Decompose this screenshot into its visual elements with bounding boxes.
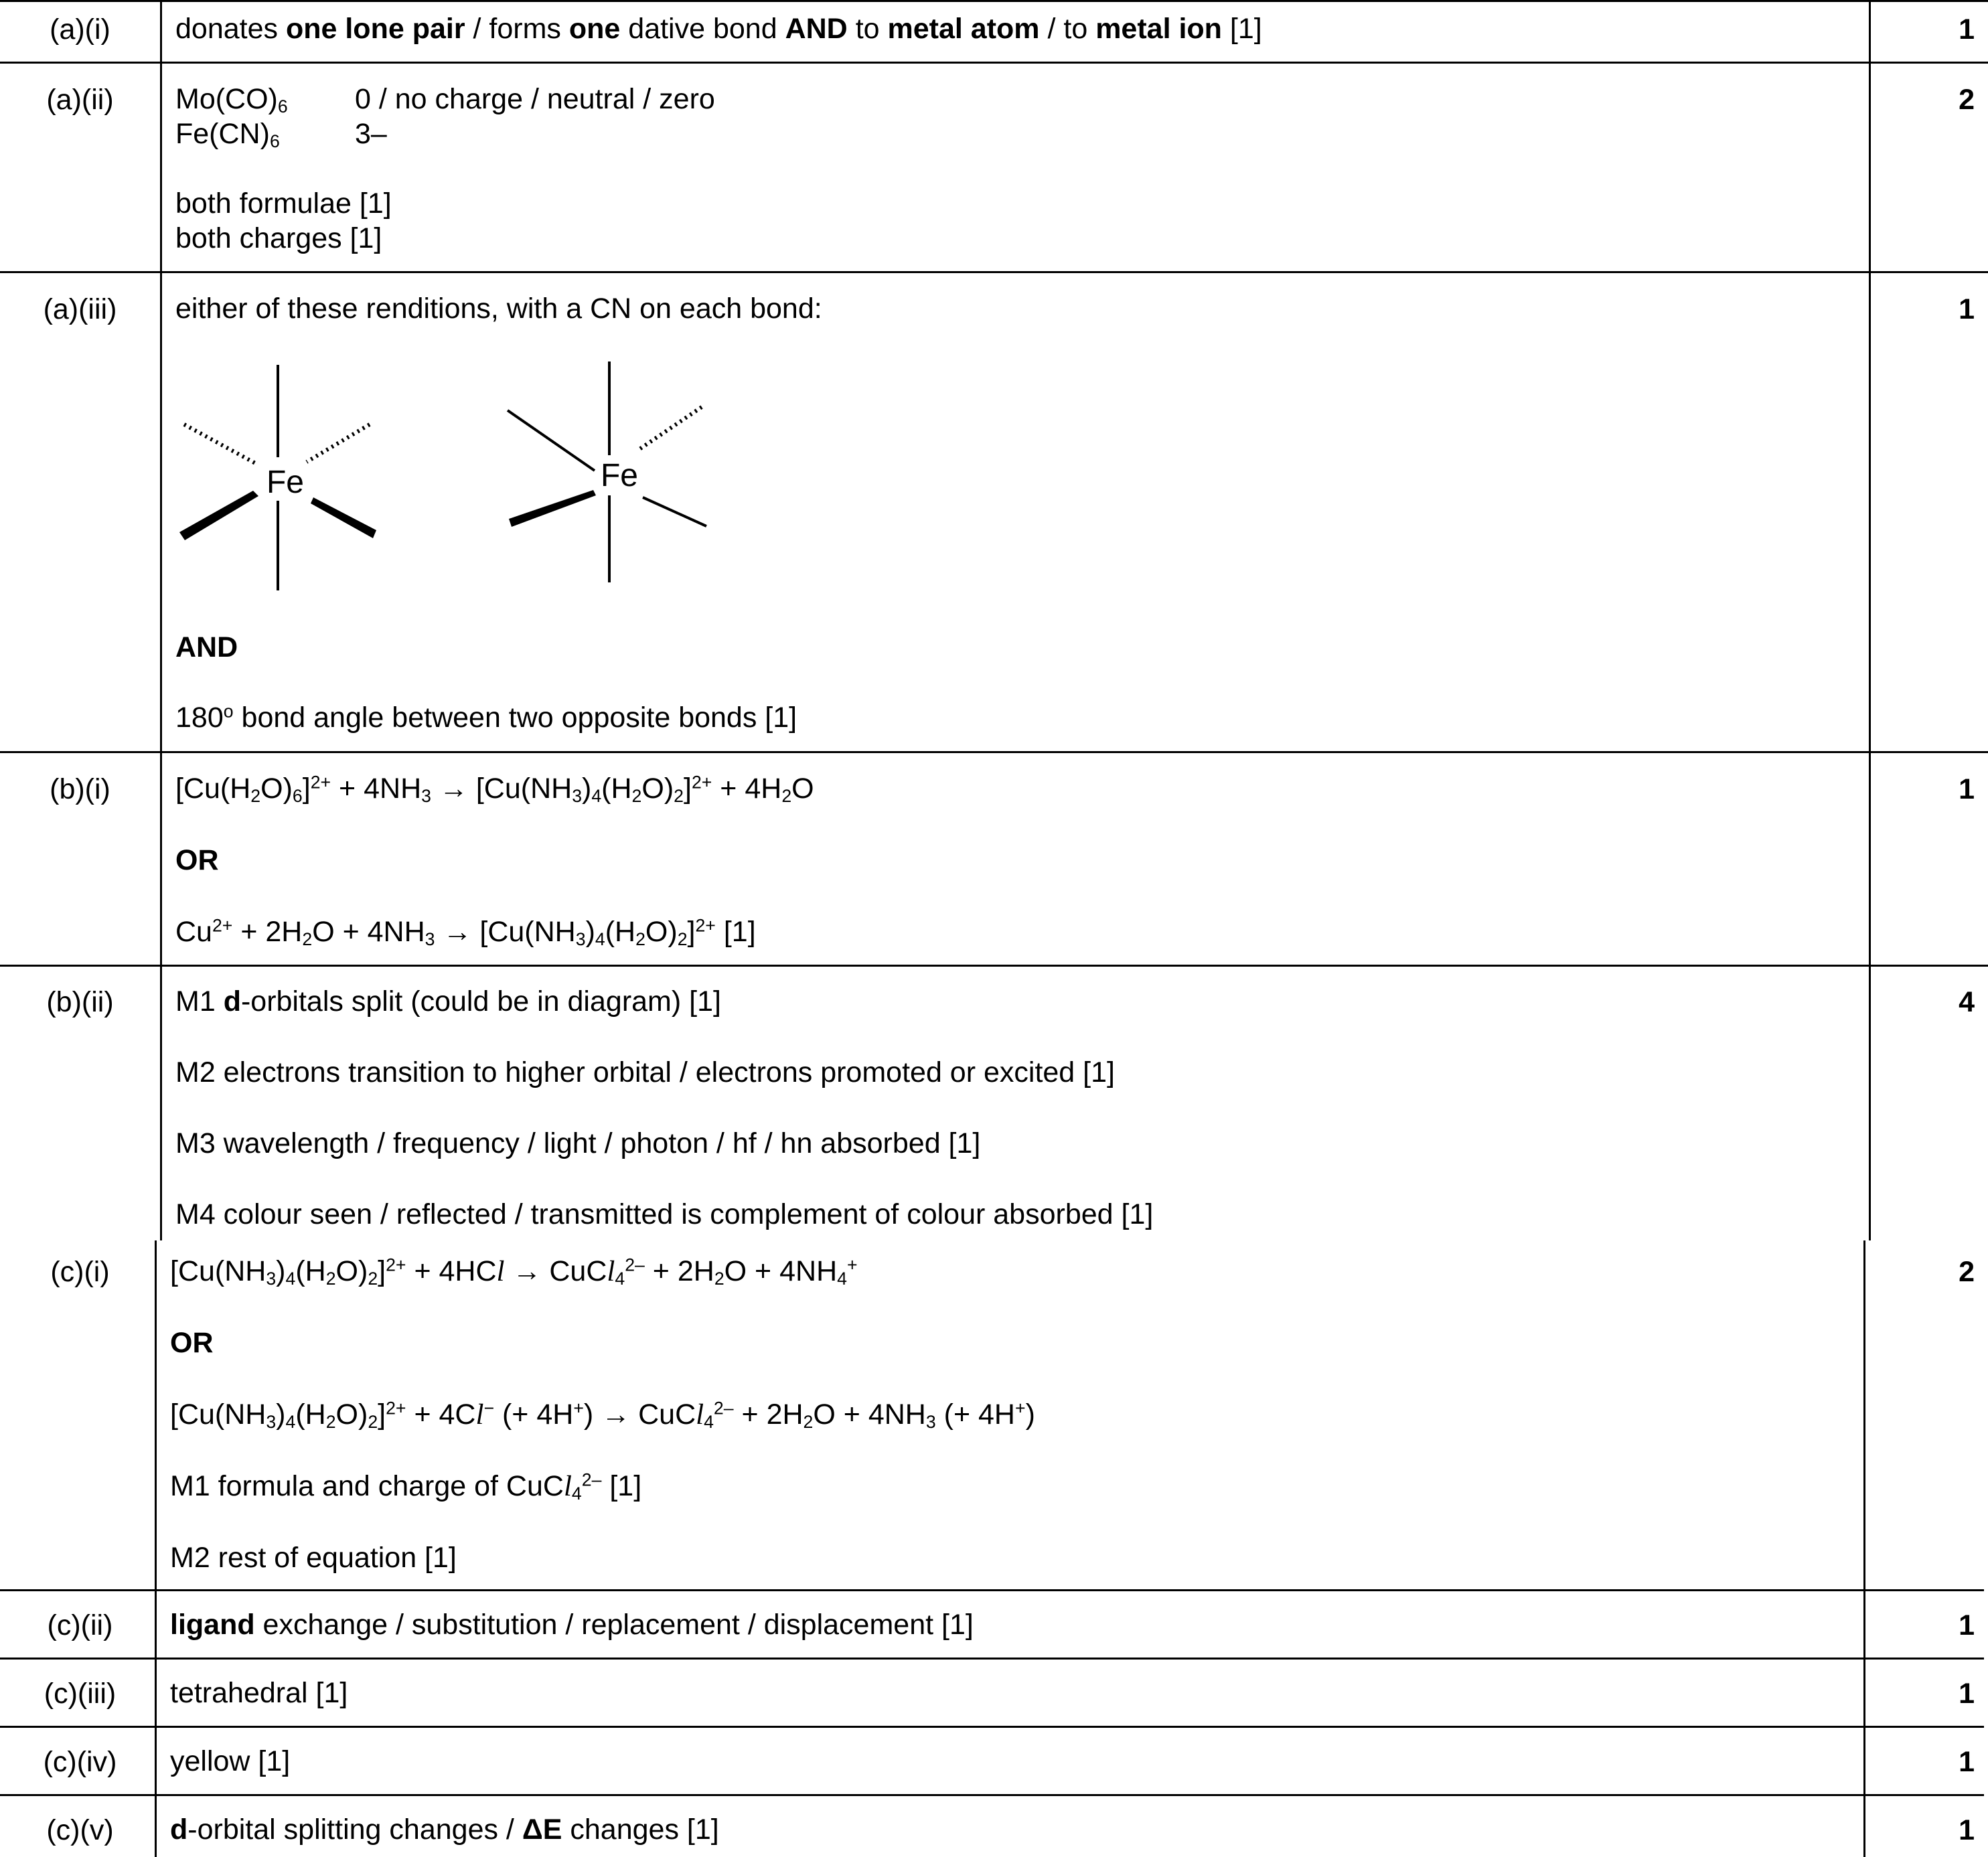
answer-text: either of these renditions, with a CN on each bond: — [175, 293, 822, 325]
diagram-label: Fe — [600, 458, 639, 493]
answer-text: M1 formula and charge of CuCl$_4^{2-}$ [1] — [170, 1469, 642, 1504]
question-number: (b)(i) — [50, 773, 110, 805]
answer-text: donates one lone pair / forms one dative bond AND to metal atom / to metal ion [1] — [175, 13, 1262, 45]
answer-text: ligand exchange / substitution / replacement / displacement [1] — [170, 1609, 974, 1641]
question-number: (a)(iii) — [43, 293, 117, 325]
charge: 3– — [355, 118, 387, 150]
question-number: (a)(i) — [50, 13, 110, 46]
marks: 1 — [1959, 13, 1975, 46]
answer-text: tetrahedral [1] — [170, 1677, 348, 1709]
answer-text: OR — [175, 844, 219, 876]
marks: 1 — [1959, 293, 1975, 325]
marks: 2 — [1959, 84, 1975, 116]
marks: 4 — [1959, 986, 1975, 1018]
answer-text: $[Cu(NH_3)_4(H_2O)_2]^{2+} + 4Cl^-$ (+ 4H+) → CuCl$_4^{2-}$ + $2H_2O + 4NH_3$ (+ 4H+) — [170, 1398, 1035, 1432]
answer-text: M3 wavelength / frequency / light / photon / hf / hn absorbed [1] — [175, 1127, 981, 1159]
marks: 1 — [1959, 1746, 1975, 1778]
answer-text: M4 colour seen / reflected / transmitted is complement of colour absorbed [1] — [175, 1198, 1154, 1230]
octahedral-structure-2 — [508, 361, 706, 582]
answer-text: OR — [170, 1327, 214, 1359]
question-number: (c)(v) — [46, 1814, 114, 1846]
answer-text: yellow [1] — [170, 1745, 291, 1777]
answer-text: $Cu^{2+} + 2H_2O + 4NH_3 \to [Cu(NH_3)_4(H_2O)_2]^{2+}$ [1] — [175, 915, 756, 949]
question-number: (c)(iv) — [43, 1746, 117, 1778]
octahedral-structure-1 — [179, 365, 376, 590]
answer-text: AND — [175, 631, 238, 663]
marks: 1 — [1959, 1609, 1975, 1641]
answer-text: M2 electrons transition to higher orbital / electrons promoted or excited [1] — [175, 1056, 1115, 1088]
charge: 0 / no charge / neutral / zero — [355, 83, 715, 115]
marks: 1 — [1959, 773, 1975, 805]
answer-text: both charges [1] — [175, 222, 382, 254]
question-number: (c)(i) — [50, 1256, 110, 1288]
answer-text: $[Cu(H_2O)_6]^{2+} + 4NH_3 \to [Cu(NH_3)_4(H_2O)_2]^{2+} + 4H_2O$ — [175, 772, 814, 806]
answer-text: M2 rest of equation [1] — [170, 1542, 457, 1574]
marks: 1 — [1959, 1678, 1975, 1710]
question-number: (a)(ii) — [46, 84, 114, 116]
diagram-label: Fe — [266, 465, 305, 500]
answer-text: M1 d-orbitals split (could be in diagram) [1] — [175, 985, 721, 1018]
answer-text: $[Cu(NH_3)_4(H_2O)_2]^{2+} + 4HCl$ → CuCl$_4^{2-}$ + $2H_2O + 4NH_4^+$ — [170, 1255, 858, 1289]
answer-text: both formulae [1] — [175, 187, 392, 220]
question-number: (c)(iii) — [44, 1678, 117, 1710]
answer-text: 180$^o$ bond angle between two opposite bonds [1] — [175, 701, 797, 734]
marks: 2 — [1959, 1256, 1975, 1288]
marks: 1 — [1959, 1814, 1975, 1846]
question-number: (c)(ii) — [47, 1609, 113, 1641]
answer-text: d-orbital splitting changes / ΔE changes [1] — [170, 1813, 719, 1846]
formula: $Fe(CN)_6$ — [175, 118, 280, 151]
question-number: (b)(ii) — [46, 986, 114, 1018]
formula: $Mo(CO)_6$ — [175, 83, 288, 116]
